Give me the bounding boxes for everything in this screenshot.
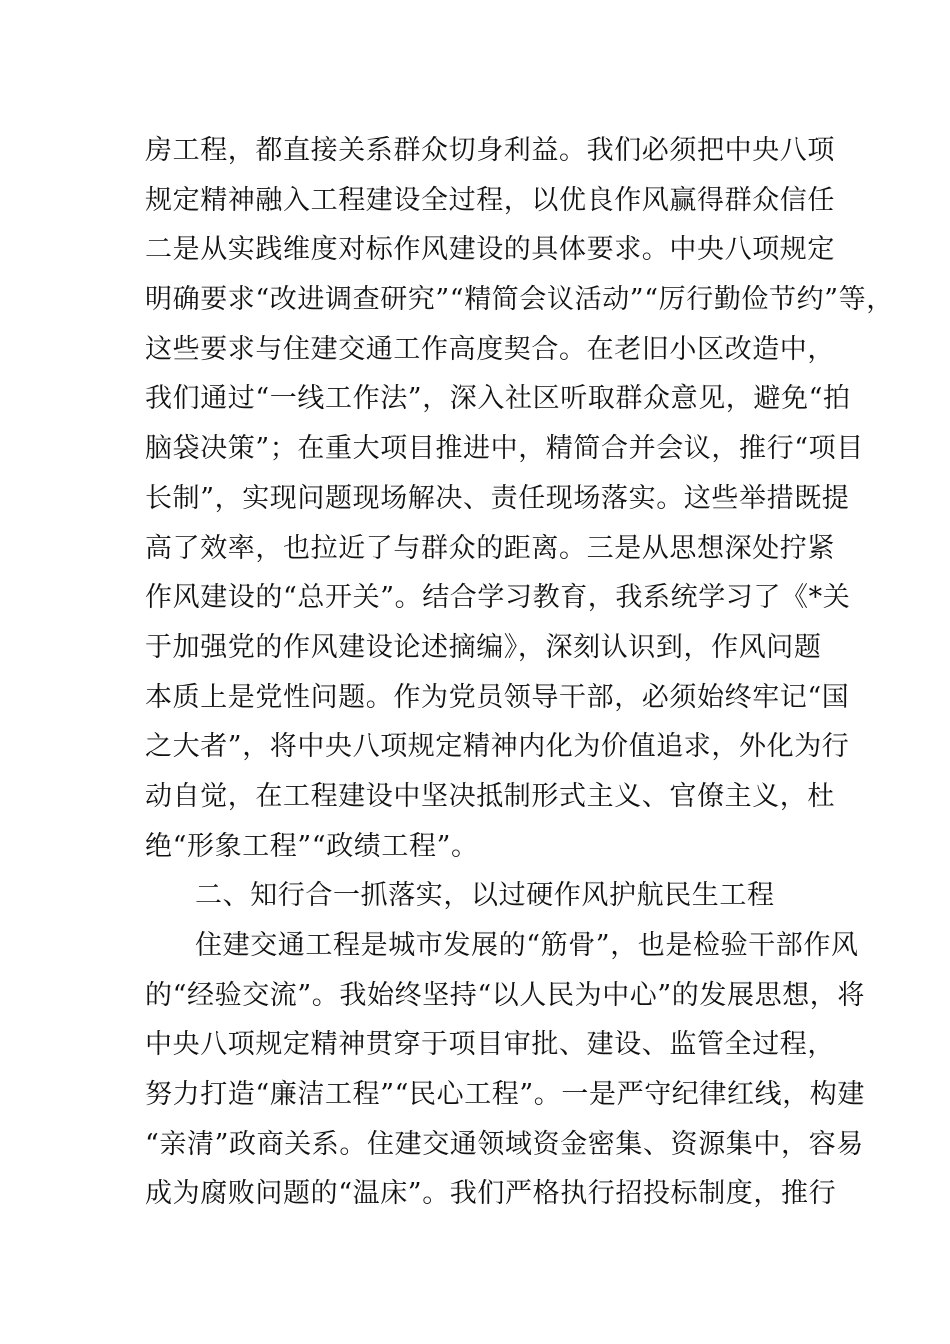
body-line-13: 之大者”，将中央八项规定精神内化为价值追求，外化为行 <box>145 731 850 763</box>
body-line-15: 绝“形象工程”“政绩工程”。 <box>145 830 479 862</box>
body-line-11: 于加强党的作风建设论述摘编》，深刻认识到，作风问题 <box>145 631 822 663</box>
section-heading: 二、知行合一抓落实，以过硬作风护航民生工程 <box>195 880 775 912</box>
body-line-8: 长制”，实现问题现场解决、责任现场落实。这些举措既提 <box>145 482 850 514</box>
body-line-10: 作风建设的“总开关”。结合学习教育，我系统学习了《*关 <box>145 582 851 614</box>
body-line-4: 明确要求“改进调查研究”“精简会议活动”“厉行勤俭节约”等， <box>145 284 894 316</box>
body-line-6: 我们通过“一线工作法”，深入社区听取群众意见，避免“拍 <box>145 383 851 415</box>
body-line-3: 二是从实践维度对标作风建设的具体要求。中央八项规定 <box>145 234 835 266</box>
body-line-21: “亲清”政商关系。住建交通领域资金密集、资源集中，容易 <box>145 1128 864 1160</box>
body-line-20: 努力打造“廉洁工程”“民心工程”。一是严守纪律红线，构建 <box>145 1079 866 1111</box>
body-line-19: 中央八项规定精神贯穿于项目审批、建设、监管全过程， <box>145 1029 835 1061</box>
body-line-2: 规定精神融入工程建设全过程，以优良作风赢得群众信任 <box>145 184 835 216</box>
body-line-18: 的“经验交流”。我始终坚持“以人民为中心”的发展思想，将 <box>145 979 866 1011</box>
paragraph-start-line: 住建交通工程是城市发展的“筋骨”，也是检验干部作风 <box>195 930 859 961</box>
body-line-7: 脑袋决策”；在重大项目推进中，精简合并会议，推行“项目 <box>145 433 864 465</box>
body-line-1: 房工程，都直接关系群众切身利益。我们必须把中央八项 <box>145 135 835 166</box>
body-line-12: 本质上是党性问题。作为党员领导干部，必须始终牢记“国 <box>145 681 850 713</box>
body-line-9: 高了效率，也拉近了与群众的距离。三是从思想深处拧紧 <box>145 532 835 564</box>
document-body <box>145 126 894 1219</box>
body-line-22: 成为腐败问题的“温床”。我们严格执行招投标制度，推行 <box>145 1178 837 1210</box>
body-line-5: 这些要求与住建交通工作高度契合。在老旧小区改造中， <box>145 333 835 365</box>
body-line-14: 动自觉，在工程建设中坚决抵制形式主义、官僚主义，杜 <box>145 780 835 812</box>
